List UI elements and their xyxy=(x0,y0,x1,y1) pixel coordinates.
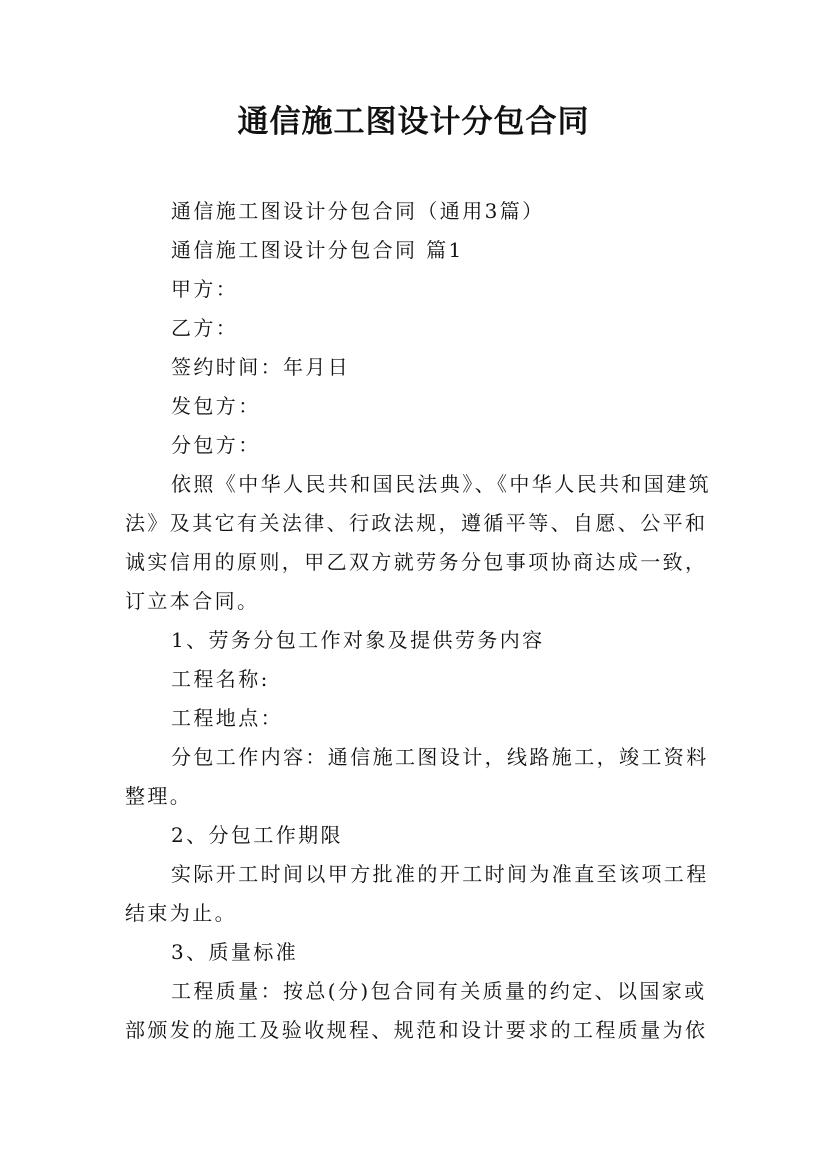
paragraph-project-name: 工程名称: xyxy=(171,667,270,691)
paragraph-party-b: 乙方： xyxy=(171,316,239,340)
paragraph-section-1-heading: 1、劳务分包工作对象及提供劳务内容 xyxy=(171,628,545,652)
paragraph-preamble: 依照《中华人民共和国民法典》、《中华人民共和国建筑法》及其它有关法律、行政法规，遵循平等、自愿、公平和诚实信用的原则，甲乙双方就劳务分包事项协商达成一致，订立本合同。 xyxy=(125,472,711,613)
paragraph-contractor: 发包方： xyxy=(171,394,261,418)
paragraph-chapter-heading: 通信施工图设计分包合同 篇1 xyxy=(171,238,464,262)
paragraph-section-2-heading: 2、分包工作期限 xyxy=(171,823,343,847)
paragraph-work-content: 分包工作内容：通信施工图设计，线路施工，竣工资料整理。 xyxy=(125,745,709,808)
paragraph-signing-date: 签约时间：年月日 xyxy=(171,355,351,379)
paragraph-party-a: 甲方： xyxy=(171,277,239,301)
paragraph-work-period: 实际开工时间以甲方批准的开工时间为准直至该项工程结束为止。 xyxy=(125,862,709,925)
paragraph-section-3-heading: 3、质量标准 xyxy=(171,940,299,964)
paragraph-quality-standard: 工程质量：按总(分)包合同有关质量的约定、以国家或部颁发的施工及验收规程、规范和设计要求的工程质量为依 xyxy=(125,979,708,1042)
paragraph-project-location: 工程地点： xyxy=(171,706,283,730)
document-title: 通信施工图设计分包合同 xyxy=(237,104,590,140)
document-body xyxy=(125,192,715,1050)
paragraph-subtitle: 通信施工图设计分包合同（通用3篇） xyxy=(171,199,545,223)
paragraph-subcontractor: 分包方： xyxy=(171,433,261,457)
